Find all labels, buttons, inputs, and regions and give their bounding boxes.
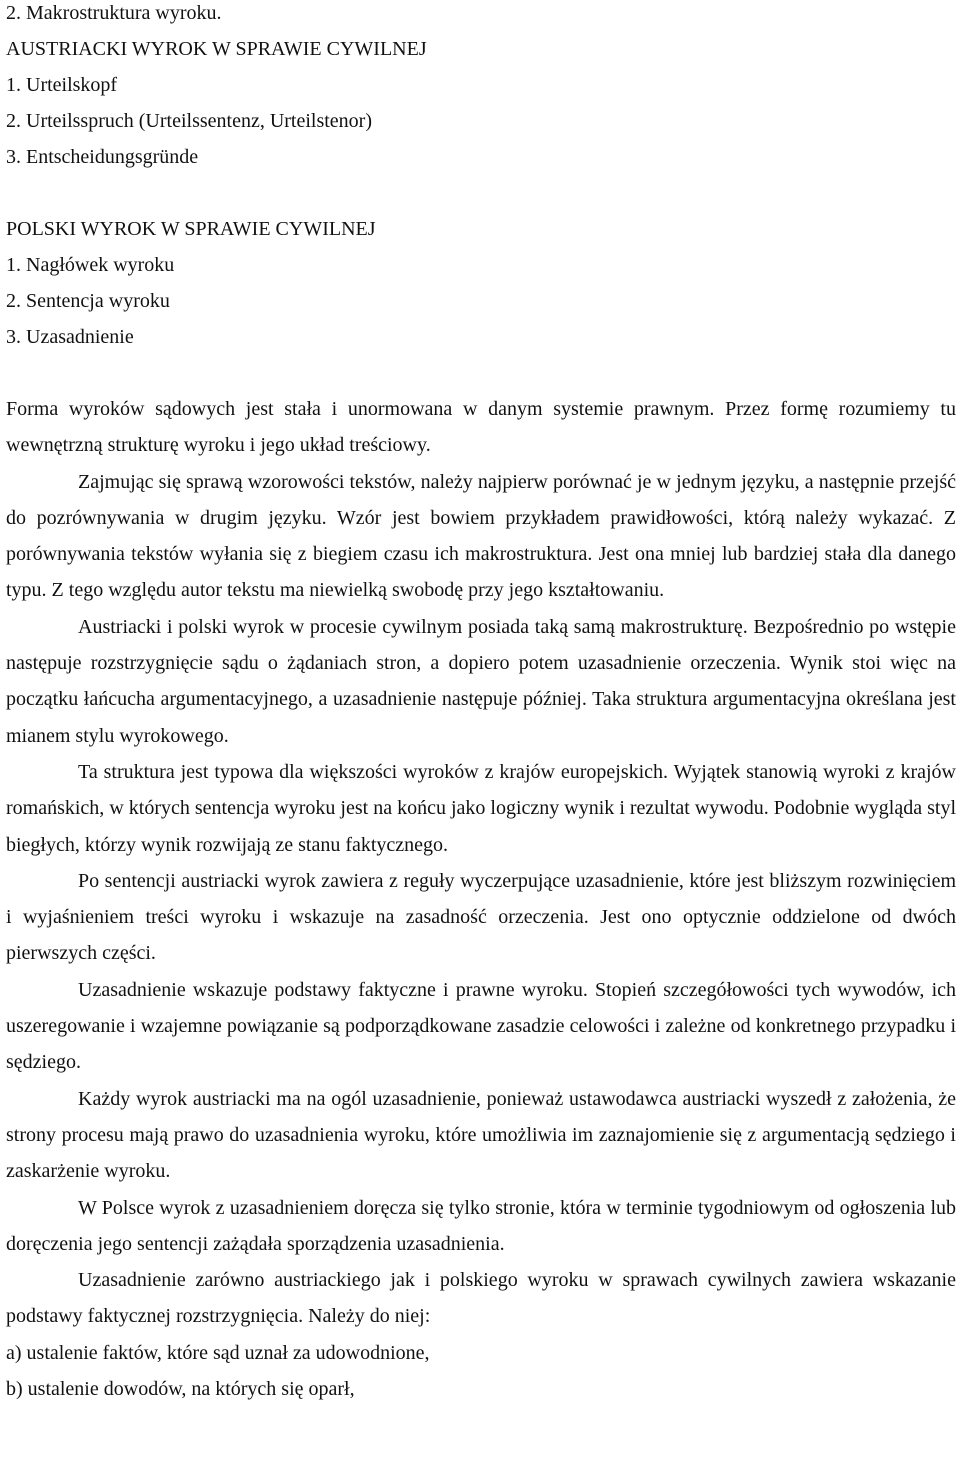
austrian-list-item: 2. Urteilsspruch (Urteilssentenz, Urteilstenor): [6, 110, 373, 132]
spacer: [6, 355, 956, 391]
paragraph: W Polsce wyrok z uzasadnieniem doręcza się tylko stronie, która w terminie tygodniowym od ogłoszenia lub doręczenia jego sentencji zażądała sporządzenia uzasadnienia.: [6, 1196, 956, 1255]
austrian-list-item: 1. Urteilskopf: [6, 74, 118, 96]
paragraph: Ta struktura jest typowa dla większości wyroków z krajów europejskich. Wyjątek stanowią wyroki z krajów romańskich, w których sentencja wyroku jest na końcu jako logiczny wynik i rezultat wywodu. Podobnie wygląda styl biegłych, którzy wynik rozwijają ze stanu faktycznego.: [6, 760, 956, 856]
list-item: b) ustalenie dowodów, na których się oparł,: [6, 1377, 355, 1400]
polish-list-item: 1. Nagłówek wyroku: [6, 254, 175, 276]
austrian-heading: AUSTRIACKI WYROK W SPRAWIE CYWILNEJ: [6, 38, 427, 60]
section-title: 2. Makrostruktura wyroku.: [6, 2, 222, 24]
paragraph: Każdy wyrok austriacki ma na ogól uzasadnienie, ponieważ ustawodawca austriacki wyszedł z założenia, że strony procesu mają prawo do uzasadnienia wyroku, które umożliwia im zaznajomienie się z argumentacją sędziego i zaskarżenie wyroku.: [6, 1087, 956, 1183]
paragraph: Forma wyroków sądowych jest stała i unormowana w danym systemie prawnym. Przez formę rozumiemy tu wewnętrzną strukturę wyroku i jego układ treściowy.: [6, 398, 956, 457]
polish-list-item: 3. Uzasadnienie: [6, 326, 134, 348]
paragraph: Austriacki i polski wyrok w procesie cywilnym posiada taką samą makrostrukturę. Bezpośrednio po wstępie następuje rozstrzygnięcie sądu o żądaniach stron, a dopiero potem uzasadnienie orzeczenia. Wynik stoi więc na początku łańcucha argumentacyjnego, a uzasadnienie następuje później. Taka struktura argumentacyjna określana jest mianem stylu wyrokowego.: [6, 615, 956, 747]
document-page: [6, 0, 956, 1407]
austrian-list-item: 3. Entscheidungsgründe: [6, 146, 199, 168]
list-item: a) ustalenie faktów, które sąd uznał za udowodnione,: [6, 1341, 430, 1364]
paragraph: Po sentencji austriacki wyrok zawiera z reguły wyczerpujące uzasadnienie, które jest bliższym rozwinięciem i wyjaśnieniem treści wyroku i wskazuje na zasadność orzeczenia. Jest ono optycznie oddzielone od dwóch pierwszych części.: [6, 869, 956, 965]
paragraph: Zajmując się sprawą wzorowości tekstów, należy najpierw porównać je w jednym języku, a następnie przejść do pozrównywania w drugim języku. Wzór jest bowiem przykładem prawidłowości, którą należy wykazać. Z porównywania tekstów wyłania się z biegiem czasu ich makrostruktura. Jest ona mniej lub bardziej stała dla danego typu. Z tego względu autor tekstu ma niewielką swobodę przy jego kształtowaniu.: [6, 470, 956, 602]
polish-heading: POLSKI WYROK W SPRAWIE CYWILNEJ: [6, 218, 376, 240]
paragraph: Uzasadnienie wskazuje podstawy faktyczne i prawne wyroku. Stopień szczegółowości tych wywodów, ich uszeregowanie i wzajemne powiązanie są podporządkowane zasadzie celowości i zależne od konkretnego przypadku i sędziego.: [6, 978, 956, 1074]
paragraph: Uzasadnienie zarówno austriackiego jak i polskiego wyroku w sprawach cywilnych zawiera wskazanie podstawy faktycznej rozstrzygnięcia. Należy do niej:: [6, 1269, 956, 1328]
polish-list-item: 2. Sentencja wyroku: [6, 290, 170, 312]
spacer: [6, 175, 956, 211]
